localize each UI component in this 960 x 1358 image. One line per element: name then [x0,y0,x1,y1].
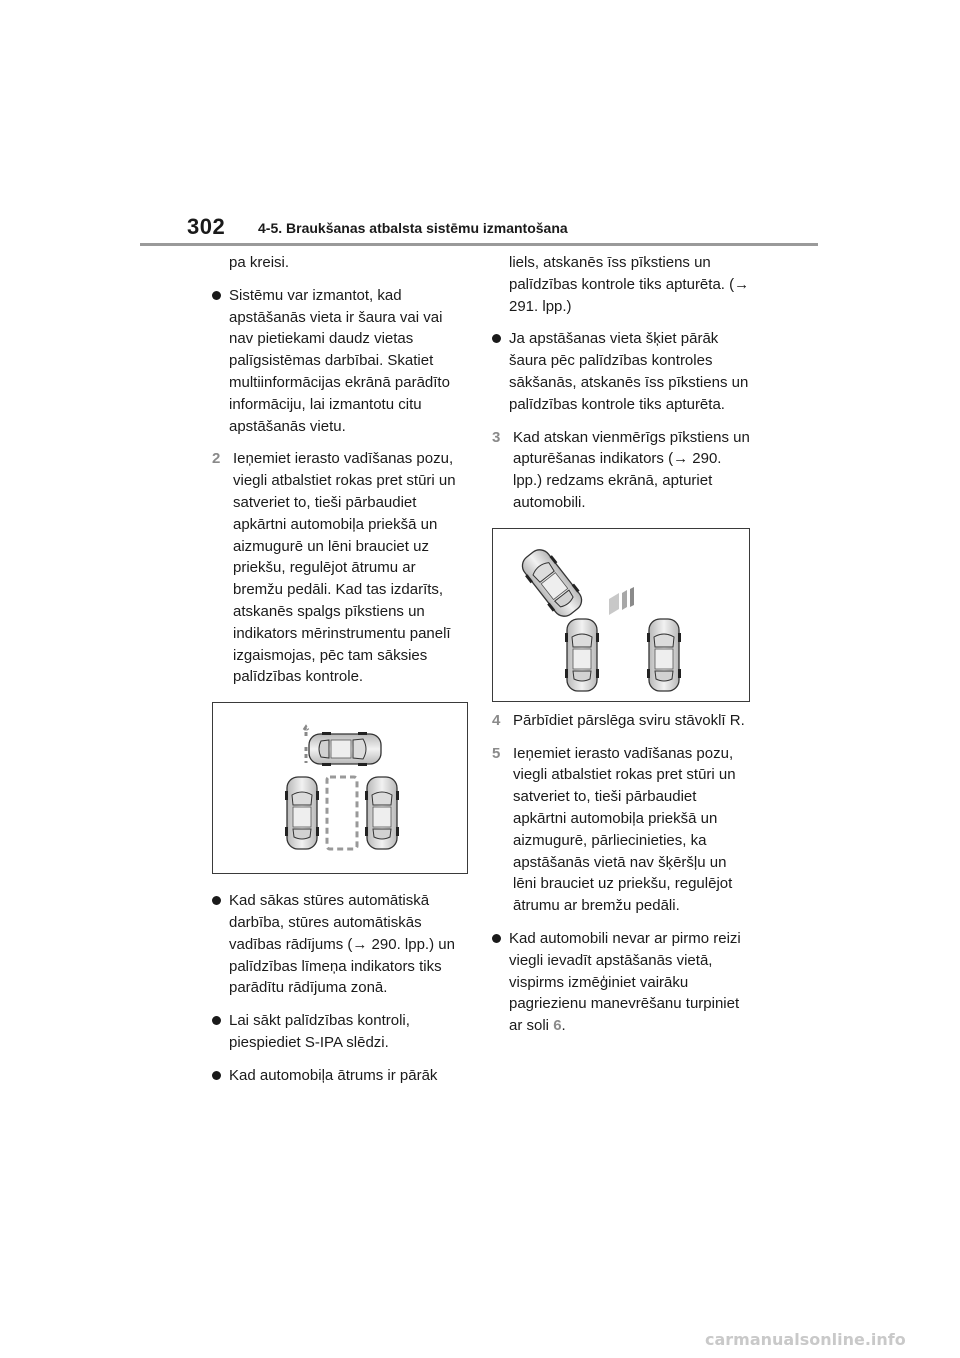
perpendicular-parking-diagram-icon [493,529,747,701]
step-2 [212,448,468,688]
parked-car-right-icon [365,777,399,849]
step-reference[interactable]: 6 [553,1017,562,1035]
bullet-icon [212,1071,221,1080]
bullet-text: Kad automobiļa ātrums ir pārāk [229,1066,438,1084]
bullet-item [212,1065,468,1087]
step-4 [492,710,750,732]
step-number: 5 [492,744,501,762]
bullet-item [212,285,468,438]
bullet-item [212,890,468,999]
parked-car-left-icon [565,619,599,691]
parallel-parking-diagram-icon [213,703,467,873]
parked-car-right-icon [647,619,681,691]
step-text: Kad atskan vienmērīgs pīkstiens un apturēšanas indikators (→ 290. lpp.) redzams ekrānā, apturiet automobili. [513,428,750,511]
step-number: 3 [492,428,501,446]
header-rule [140,243,818,246]
step-text: Pārbīdiet pārslēga sviru stāvoklī R. [513,711,745,729]
step-5 [492,743,750,917]
parked-car-left-icon [285,777,319,849]
bullet-text: Sistēmu var izmantot, kad apstāšanās vieta ir šaura vai vai nav pietiekami daudz vietas palīgsistēmas darbībai. Skatiet multiinformācijas ekrānā parādīto informāciju, lai izmantotu citu apstāšanās vietu. [229,286,450,435]
bullet-text: Ja apstāšanas vieta šķiet pārāk šaura pēc palīdzības kontroles sākšanās, atskanēs īss pīkstiens un palīdzības kontrole tiks apturēta. [509,330,749,413]
bullet-icon [492,334,501,343]
figure-perpendicular-parking [492,528,750,702]
left-column [212,252,468,1098]
step-text: Ieņemiet ierasto vadīšanas pozu, viegli atbalstiet rokas pret stūri un satveriet to, tieši pārbaudiet apkārtni automobiļa priekšā un aizmugurē un lēni brauciet uz priekšu, regulējot ātrumu ar bremžu pedāli. Kad tas izdarīts, atskanēs spalgs pīkstiens un indikators mērinstrumentu panelī izgaismojas, pēc tam sāksies palīdzības kontrole. [233,450,456,686]
right-continuation: liels, atskanēs īss pīkstiens un palīdzības kontrole tiks apturēta. (→ 291. lpp.) [509,254,750,315]
page-number: 302 [187,214,226,239]
step-3 [492,427,750,514]
step-number: 2 [212,450,221,468]
section-title: 4-5. Braukšanas atbalsta sistēmu izmantošana [258,220,568,236]
target-parking-space [327,777,357,849]
bullet-item [492,328,750,415]
bullet-6-text: Kad automobili nevar ar pirmo reizi viegli ievadīt apstāšanās vietā, vispirms izmēģiniet vairāku pagriezienu manevrēšanu turpiniet ar soli [509,929,741,1035]
step-text: Ieņemiet ierasto vadīšanas pozu, viegli atbalstiet rokas pret stūri un satveriet to, tieši pārbaudiet apkārtni automobiļa priekšā un aizmugurē, pārliecinieties, ka apstāšanās vietā nav šķēršļu un lēni brauciet uz priekšu, regulējot ātrumu ar bremžu pedāli. [513,744,736,915]
bullet-text: Kad sākas stūres automātiskā darbība, stūres automātiskās vadības rādījums (→ 290. lpp.) un palīdzības līmeņa indikators tiks parādītu rādījuma zonā. [229,892,455,997]
right-column [492,252,750,1048]
figure-parallel-parking [212,702,468,874]
watermark: carmanualsonline.info [705,1330,906,1349]
step-number: 4 [492,711,501,729]
bullet-icon [492,934,501,943]
bullet-text: Lai sākt palīdzības kontroli, piespiediet S-IPA slēdzi. [229,1012,410,1051]
bullet-icon [212,291,221,300]
bullet-icon [212,1016,221,1025]
left-continuation: pa kreisi. [229,254,290,271]
bullet-icon [212,896,221,905]
bullet-item [492,928,750,1037]
car-reversing-icon [516,544,634,622]
bullet-6-end: . [561,1017,566,1035]
bullet-item [212,1010,468,1054]
bullet-text [509,928,750,1037]
car-driving-icon [301,727,381,766]
